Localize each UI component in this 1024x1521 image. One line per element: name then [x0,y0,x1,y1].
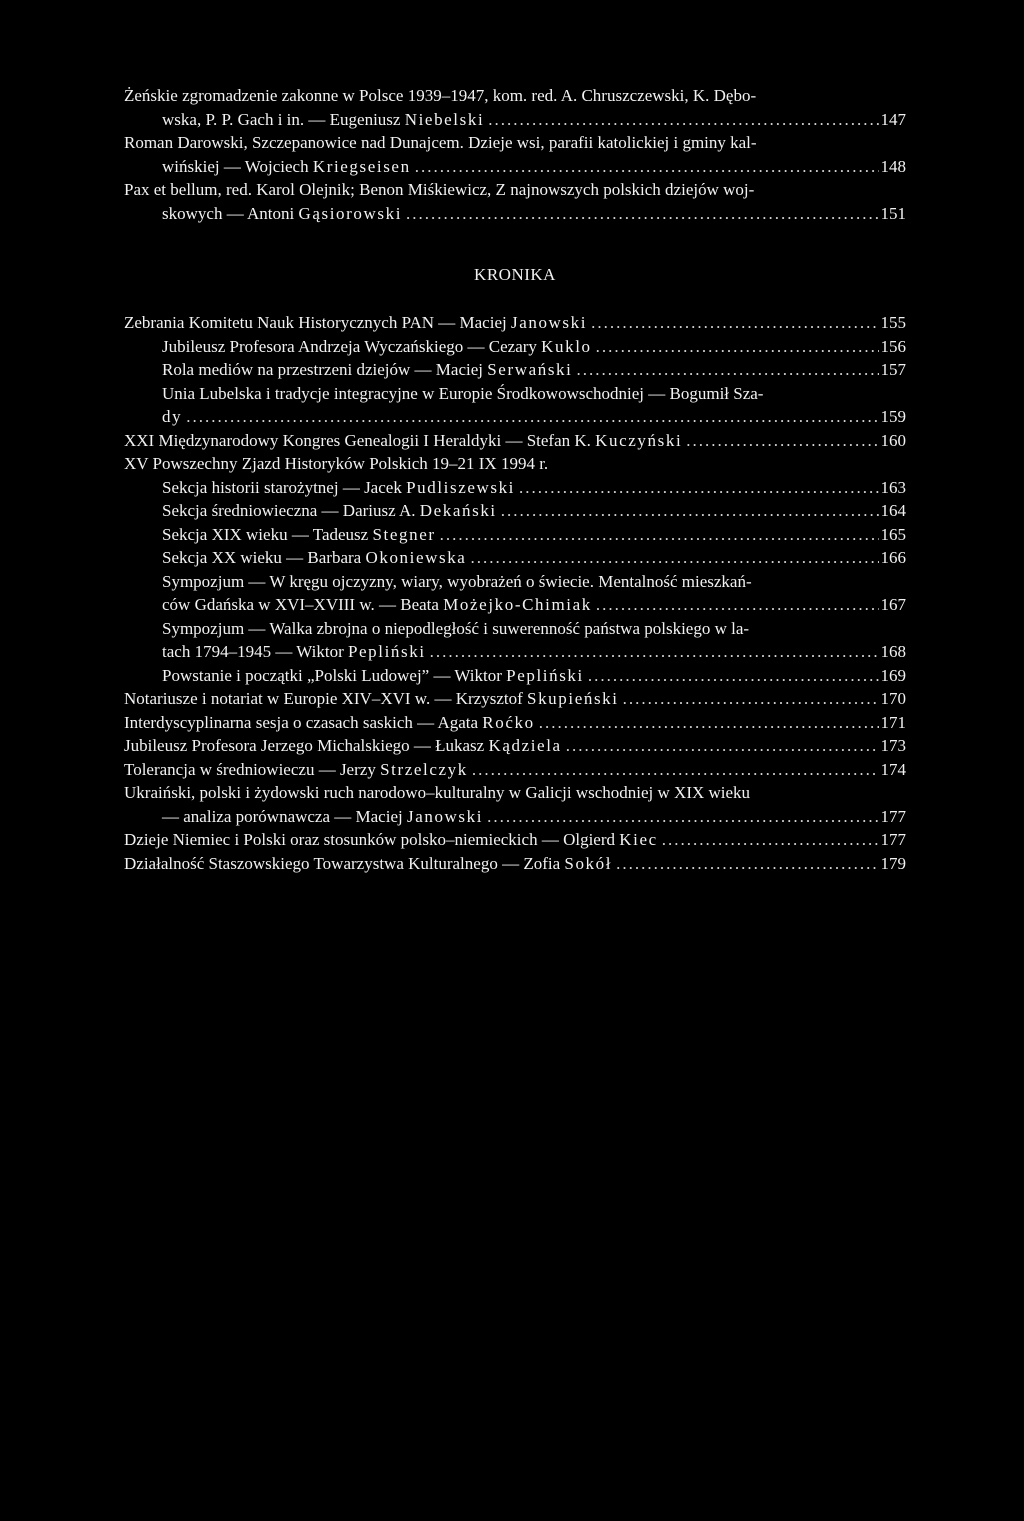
entry-author: Pudliszewski [406,477,516,497]
dot-leader [487,805,878,829]
entry-text: Żeńskie zgromadzenie zakonne w Polsce 1939–1947, kom. red. A. Chruszczewski, K. Dębo- [124,86,757,105]
entry-text: skowych — Antoni [162,203,299,223]
toc-entry [124,617,906,664]
page-number: 160 [880,430,906,450]
entry-text: Dzieje Niemiec i Polski oraz stosunków polsko–niemieckich — Olgierd [124,830,620,849]
page-number: 177 [880,806,906,826]
page-number: 173 [880,736,906,755]
dot-leader [686,429,878,453]
dot-leader [470,546,878,570]
dot-leader [519,476,878,500]
dot-leader [596,335,879,359]
dot-leader [186,405,878,429]
toc-entry [124,734,906,758]
toc-entry [124,852,906,876]
page-number: 163 [880,477,906,497]
toc-entry [124,84,906,131]
table-of-contents [124,84,906,875]
toc-entry [124,476,906,500]
toc-entry [124,131,906,178]
entry-text: XXI Międzynarodowy Kongres Genealogii I Heraldyki — Stefan K. [124,430,596,450]
toc-entry [124,546,906,570]
page-number: 174 [880,759,906,779]
page-number: 166 [880,548,906,567]
entry-author: Kądziela [488,736,562,755]
entry-text: ców Gdańska w XVI–XVIII w. — Beata [162,595,444,614]
toc-entry [124,664,906,688]
entry-text: Tolerancja w średniowieczu — Jerzy [124,759,381,779]
section-heading-kronika: KRONIKA [474,265,556,284]
entry-author: Niebelski [404,109,485,129]
entry-author: Serwański [487,360,573,379]
dot-leader [488,108,878,132]
page-number: 159 [880,407,906,426]
toc-entry [124,335,906,359]
dot-leader [576,358,878,382]
entry-text: Pax et bellum, red. Karol Olejnik; Benon Miśkiewicz, Z najnowszych polskich dziejów woj- [124,180,755,199]
page-number: 170 [880,689,906,708]
entry-text: Sekcja historii starożytnej — Jacek [162,477,407,497]
toc-entry [124,828,906,852]
page-number: 177 [880,830,906,849]
entry-text: wska, P. P. Gach i in. — Eugeniusz [162,109,405,129]
entry-author: Dekański [419,501,497,520]
page-number: 148 [880,156,906,176]
entry-author: Roćko [482,712,535,732]
toc-entry [124,452,906,476]
entry-text: Jubileusz Profesora Jerzego Michalskiego — Łukasz [124,736,489,755]
page-number: 156 [880,336,906,356]
entry-author: Sokół [564,853,613,873]
dot-leader [472,758,879,782]
entry-text: Rola mediów na przestrzeni dziejów — Maciej [162,360,488,379]
entry-text: tach 1794–1945 — Wiktor [162,642,348,661]
page-number: 179 [880,853,906,873]
entry-author: Stegner [372,524,436,544]
entry-text: Sekcja XX wieku — Barbara [162,548,366,567]
entry-text: XV Powszechny Zjazd Historyków Polskich 19–21 IX 1994 r. [124,454,549,473]
dot-leader [596,593,879,617]
toc-entry [124,687,906,711]
dot-leader [430,640,879,664]
dot-leader [662,828,879,852]
toc-entry [124,311,906,335]
entry-text: Sekcja średniowieczna — Dariusz A. [162,501,420,520]
dot-leader [440,523,879,547]
dot-leader [406,202,878,226]
entry-text: Sympozjum — Walka zbrojna o niepodległość i suwerenność państwa polskiego w la- [162,618,750,638]
entry-author: Janowski [510,313,588,332]
page-number: 168 [880,642,906,661]
toc-entry [124,382,906,429]
entry-author: Janowski [406,806,484,826]
entry-text: Jubileusz Profesora Andrzeja Wyczańskiego — Cezary [162,336,542,356]
entry-author: Pepliński [347,642,426,661]
toc-entry [124,429,906,453]
dot-leader [501,499,879,523]
toc-entry [124,178,906,225]
entry-author: Możejko-Chimiak [443,595,592,614]
toc-entry [124,523,906,547]
entry-text: Sekcja XIX wieku — Tadeusz [162,524,373,544]
page-number: 169 [880,665,906,685]
dot-leader [623,687,879,711]
entry-author: dy [162,407,183,426]
entry-text: — analiza porównawcza — Maciej [162,806,407,826]
page-number: 157 [880,360,906,379]
dot-leader [588,664,879,688]
entry-text: Ukraiński, polski i żydowski ruch narodowo–kulturalny w Galicji wschodniej w XIX wieku [124,783,751,802]
page-number: 147 [880,109,906,129]
page-number: 165 [880,524,906,544]
page-number: 167 [880,595,906,614]
dot-leader [616,852,878,876]
dot-leader [415,155,879,179]
entry-author: Gąsiorowski [298,203,403,223]
dot-leader [591,311,878,335]
page-number: 155 [880,313,906,332]
toc-entry [124,781,906,828]
dot-leader [566,734,879,758]
entry-text: wińskiej — Wojciech [162,156,313,176]
toc-entry [124,711,906,735]
page-number: 171 [880,712,906,732]
entry-author: Kriegseisen [312,156,411,176]
toc-entry [124,358,906,382]
entry-author: Okoniewska [365,548,467,567]
toc-entry [124,499,906,523]
entry-text: Notariusze i notariat w Europie XIV–XVI w. — Krzysztof [124,689,528,708]
entry-text: Zebrania Komitetu Nauk Historycznych PAN — Maciej [124,313,511,332]
entry-author: Kiec [619,830,658,849]
entry-author: Kuczyński [595,430,683,450]
entry-text: Powstanie i początki „Polski Ludowej” — Wiktor [162,665,507,685]
entry-text: Sympozjum — W kręgu ojczyzny, wiary, wyobrażeń o świecie. Mentalność mieszkań- [162,571,752,591]
entry-text: Roman Darowski, Szczepanowice nad Dunajcem. Dzieje wsi, parafii katolickiej i gminy kal- [124,133,757,152]
entry-text: Interdyscyplinarna sesja o czasach saskich — Agata [124,712,483,732]
page-number: 151 [880,203,906,223]
entry-author: Pepliński [506,665,584,685]
page-number: 164 [880,501,906,520]
entry-text: Unia Lubelska i tradycje integracyjne w Europie Środkowowschodniej — Bogumił Sza- [162,383,764,403]
entry-author: Kuklo [541,336,592,356]
toc-entry [124,758,906,782]
toc-entry [124,570,906,617]
entry-author: Strzelczyk [380,759,468,779]
dot-leader [539,711,879,735]
entry-text: Działalność Staszowskiego Towarzystwa Kulturalnego — Zofia [124,853,565,873]
entry-author: Skupieński [527,689,619,708]
